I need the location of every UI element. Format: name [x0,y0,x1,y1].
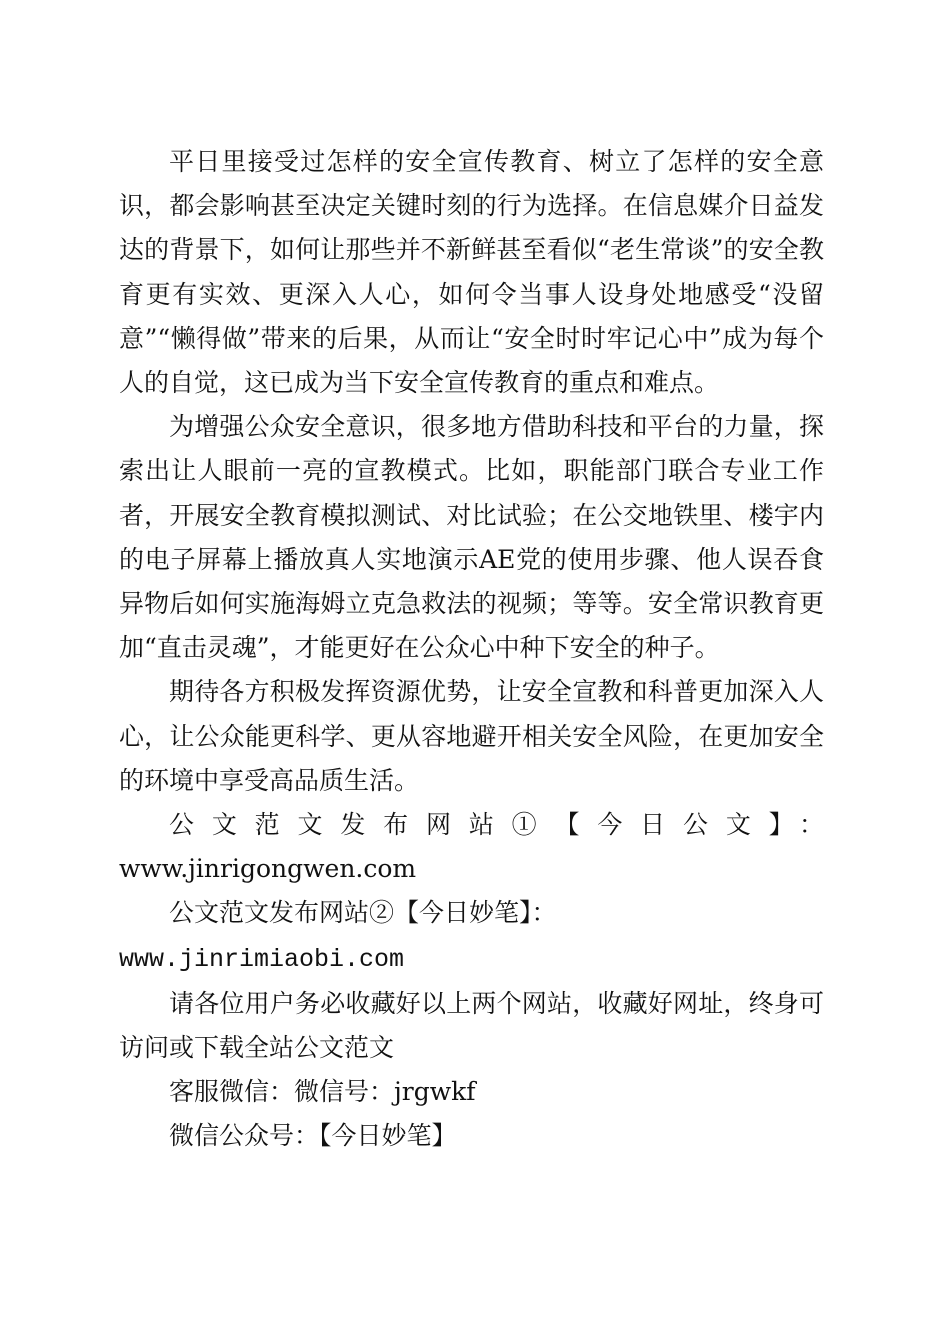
official-account: 微信公众号：【今日妙笔】 [169,1121,457,1151]
paragraph-expectation: 期待各方积极发挥资源优势，让安全宣教和科普更加深入人心，让公众能更科学、更从容地避开相关安全风险，在更加安全的环境中享受高品质生活。 [119,677,824,795]
paragraph-safety-awareness: 平日里接受过怎样的安全宣传教育、树立了怎样的安全意识，都会影响甚至决定关键时刻的行为选择。在信息媒介日益发达的背景下，如何让那些并不新鲜甚至看似“老生常谈”的安全教育更有实效、更深入人心，如何令当事人设身处地感受“没留意”“懒得做”带来的后果，从而让“安全时时牢记心中”成为每个人的自觉，这已成为当下安全宣传教育的重点和难点。 [119,147,824,398]
site2-line [119,891,824,981]
site1-label: 公文范文发布网站①【今日公文】： [169,810,824,840]
site1-url[interactable]: www.jinrigongwen.com [119,854,417,884]
site2-url[interactable]: www.jinrimiaobi.com [119,944,405,974]
service-wechat: 客服微信：微信号：jrgwkf [169,1077,476,1107]
paragraph-education-models: 为增强公众安全意识，很多地方借助科技和平台的力量，探索出让人眼前一亮的宣教模式。比如，职能部门联合专业工作者，开展安全教育模拟测试、对比试验；在公交地铁里、楼宇内的电子屏幕上播放真人实地演示AE党的使用步骤、他人误吞食异物后如何实施海姆立克急救法的视频；等等。安全常识教育更加“直击灵魂”，才能更好在公众心中种下安全的种子。 [119,412,824,663]
bookmark-notice: 请各位用户务必收藏好以上两个网站，收藏好网址，终身可访问或下载全站公文范文 [119,988,824,1063]
document-body [119,140,824,1159]
site2-label: 公文范文发布网站②【今日妙笔】： [169,898,557,928]
